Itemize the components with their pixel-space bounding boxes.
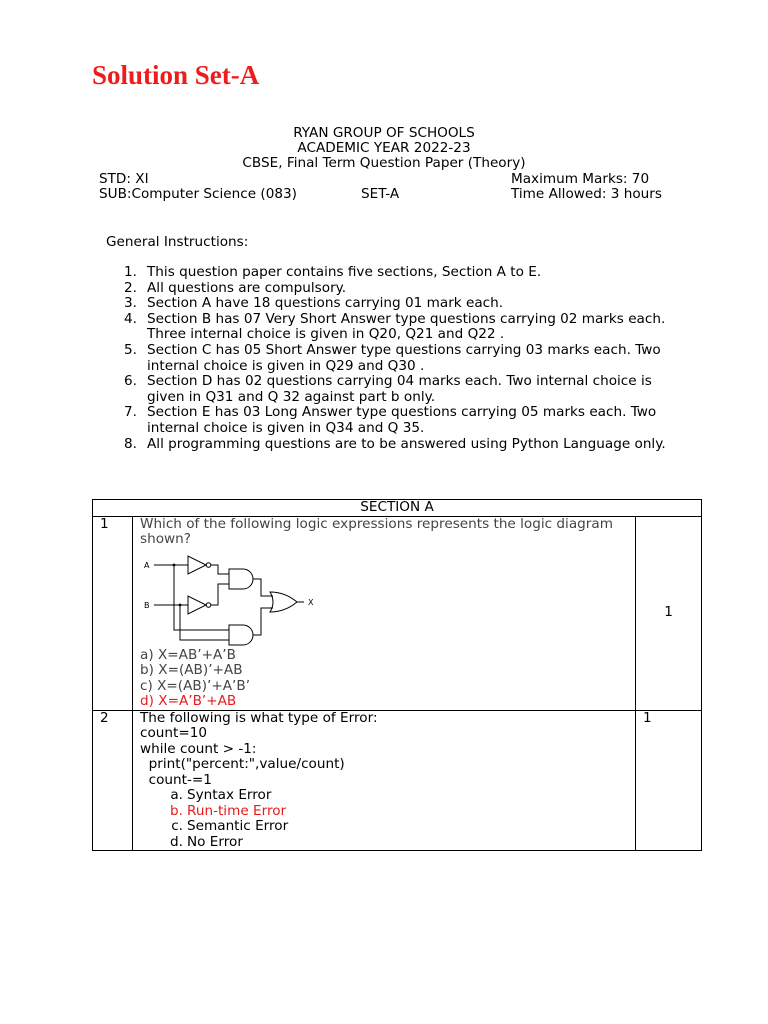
instruction-item bbox=[124, 295, 667, 312]
option-label: d. bbox=[170, 833, 183, 850]
instruction-number: 5. bbox=[124, 341, 137, 358]
instruction-number: 7. bbox=[124, 404, 137, 421]
instruction-item bbox=[124, 341, 667, 374]
diagram-output-x: X bbox=[308, 597, 314, 607]
instruction-text: This question paper contains five sections, Section A to E. bbox=[147, 264, 542, 280]
code-line: while count > -1: bbox=[140, 740, 257, 757]
page-title: Solution Set-A bbox=[92, 60, 260, 90]
section-header-row bbox=[93, 500, 702, 517]
error-options bbox=[140, 788, 635, 850]
instruction-text: All questions are compulsory. bbox=[147, 279, 347, 296]
code-line: count-=1 bbox=[140, 771, 212, 788]
option-c: c) X=(AB)’+A’B’ bbox=[140, 677, 251, 694]
school-name: RYAN GROUP OF SCHOOLS bbox=[293, 125, 475, 141]
question-text: Which of the following logic expressions represents the logic diagram shown? bbox=[140, 515, 613, 547]
option-text: Semantic Error bbox=[187, 818, 289, 834]
instructions-list bbox=[124, 264, 667, 452]
option-b-answer bbox=[170, 802, 635, 820]
option-b: b) X=(AB)’+AB bbox=[140, 662, 243, 678]
instruction-item bbox=[124, 373, 667, 405]
option-a bbox=[170, 787, 635, 804]
instruction-text: All programming questions are to be answered using Python Language only. bbox=[147, 435, 666, 452]
instruction-text: Section C has 05 Short Answer type questions carrying 03 marks each. Two internal choice is given in Q29 and Q30 . bbox=[147, 341, 661, 374]
paper-name: CBSE, Final Term Question Paper (Theory) bbox=[242, 155, 526, 171]
instruction-number: 2. bbox=[124, 279, 137, 296]
question-marks: 1 bbox=[636, 710, 702, 851]
option-c bbox=[171, 818, 635, 835]
question-cell bbox=[133, 516, 636, 710]
option-label: b. bbox=[170, 802, 183, 819]
max-marks-label: Maximum Marks: 70 bbox=[511, 171, 650, 187]
question-number: 2 bbox=[93, 710, 133, 851]
question-row bbox=[93, 516, 702, 710]
instruction-number: 4. bbox=[124, 310, 137, 327]
option-text: Run-time Error bbox=[187, 802, 287, 819]
instruction-number: 1. bbox=[124, 264, 137, 280]
instruction-number: 6. bbox=[124, 373, 137, 390]
option-text: Syntax Error bbox=[187, 787, 272, 803]
option-label: c. bbox=[171, 818, 183, 834]
instruction-text: Section B has 07 Very Short Answer type questions carrying 02 marks each. Three internal choice is given in Q20, Q21 and Q22 . bbox=[147, 310, 666, 343]
code-line: print("percent:",value/count) bbox=[140, 756, 345, 772]
instruction-item bbox=[124, 404, 667, 436]
question-number: 1 bbox=[93, 516, 133, 710]
instruction-text: Section A have 18 questions carrying 01 mark each. bbox=[147, 295, 504, 312]
question-marks: 1 bbox=[636, 516, 702, 710]
instruction-number: 3. bbox=[124, 295, 137, 312]
instruction-item bbox=[124, 310, 667, 343]
option-label: a. bbox=[170, 787, 183, 803]
code-line: count=10 bbox=[140, 725, 208, 741]
instruction-text: Section D has 02 questions carrying 04 marks each. Two internal choice is given in Q31 and Q 32 against part b only. bbox=[147, 373, 652, 405]
diagram-input-a: A bbox=[144, 560, 150, 570]
question-table bbox=[92, 499, 702, 851]
time-label: Time Allowed: 3 hours bbox=[511, 186, 662, 202]
option-text: No Error bbox=[187, 833, 243, 850]
question-cell bbox=[133, 710, 636, 851]
logic-diagram bbox=[140, 552, 330, 648]
option-a: a) X=AB’+A’B bbox=[140, 646, 236, 663]
instruction-item bbox=[124, 264, 667, 281]
academic-year: ACADEMIC YEAR 2022-23 bbox=[297, 140, 471, 156]
instruction-text: Section E has 03 Long Answer type questions carrying 05 marks each. Two internal choice is given in Q34 and Q 35. bbox=[147, 404, 657, 436]
question-row bbox=[93, 710, 702, 851]
instruction-number: 8. bbox=[124, 435, 137, 452]
instruction-item bbox=[124, 279, 667, 297]
diagram-input-b: B bbox=[144, 600, 150, 610]
subject-label: SUB:Computer Science (083) bbox=[99, 186, 297, 202]
question-text: The following is what type of Error: bbox=[140, 709, 378, 726]
set-label: SET-A bbox=[361, 186, 400, 202]
option-d-answer: d) X=A’B’+AB bbox=[140, 693, 237, 709]
std-label: STD: XI bbox=[99, 171, 149, 187]
section-heading: SECTION A bbox=[93, 500, 702, 517]
instruction-item bbox=[124, 435, 667, 453]
instructions-heading: General Instructions: bbox=[106, 234, 249, 250]
option-d bbox=[170, 833, 635, 851]
